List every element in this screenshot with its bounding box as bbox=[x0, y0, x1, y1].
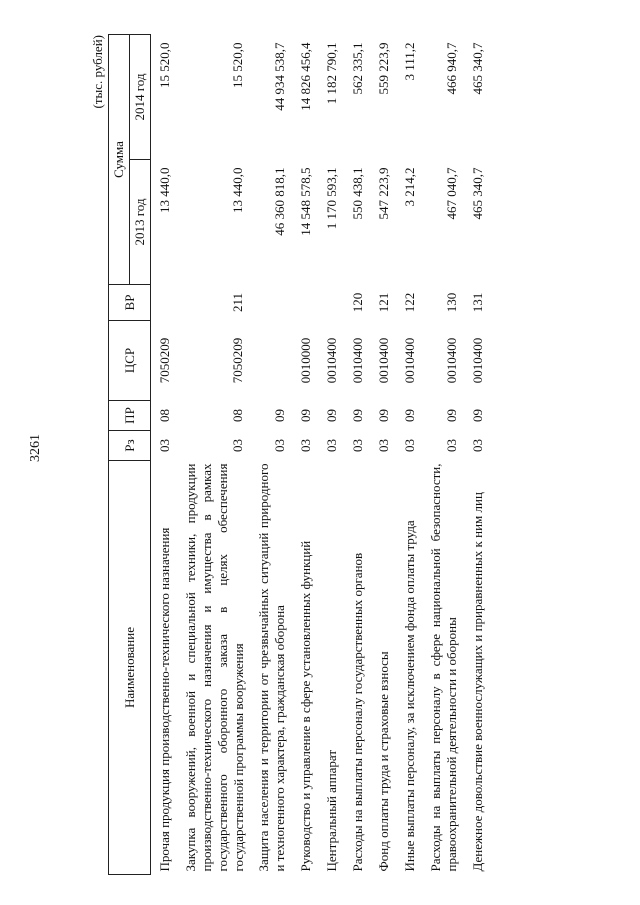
header-pr: ПР bbox=[109, 401, 151, 431]
row-sum-2013: 13 440,0 bbox=[157, 167, 172, 213]
row-pr: 09 bbox=[324, 409, 340, 422]
row-csr: 7050209 bbox=[230, 337, 246, 384]
row-sum-2013: 1 170 593,1 bbox=[324, 167, 340, 230]
row-rz: 03 bbox=[402, 439, 418, 452]
row-vr: 130 bbox=[443, 292, 459, 313]
row-rz: 03 bbox=[376, 439, 392, 452]
units-label: (тыс. рублей) bbox=[90, 35, 105, 109]
row-pr: 08 bbox=[157, 409, 172, 422]
row-sum-2013: 13 440,0 bbox=[230, 167, 246, 213]
row-name: Центральный аппарат bbox=[324, 749, 340, 872]
row-sum-2013: 14 548 578,5 bbox=[298, 167, 314, 236]
table-row bbox=[253, 35, 295, 875]
row-name: Защита населения и территории от чрезвычайных ситуаций природного и техногенного характера, гражданская оборона bbox=[256, 463, 288, 872]
header-vr: ВР bbox=[109, 285, 151, 321]
row-sum-2014: 1 182 790,1 bbox=[324, 42, 340, 105]
row-rz: 03 bbox=[443, 439, 459, 452]
row-sum-2013: 550 438,1 bbox=[350, 167, 366, 220]
row-vr bbox=[295, 285, 321, 321]
table-row bbox=[467, 35, 493, 875]
row-rz: 03 bbox=[230, 439, 246, 452]
table-row bbox=[373, 35, 399, 875]
header-rz: Рз bbox=[109, 431, 151, 461]
row-sum-2014: 559 223,9 bbox=[376, 42, 392, 95]
row-csr: 0010400 bbox=[402, 337, 418, 384]
row-sum-2013: 547 223,9 bbox=[376, 167, 392, 220]
row-vr: 120 bbox=[350, 292, 366, 313]
row-pr: 09 bbox=[272, 409, 288, 422]
row-pr: 09 bbox=[443, 409, 459, 422]
row-rz: 03 bbox=[469, 439, 485, 452]
row-csr: 0010400 bbox=[324, 337, 340, 384]
row-rz: 03 bbox=[272, 439, 288, 452]
row-sum-2014: 15 520,0 bbox=[157, 42, 172, 88]
row-rz: 03 bbox=[324, 439, 340, 452]
row-vr: 121 bbox=[376, 292, 392, 313]
row-name: Денежное довольствие военнослужащих и приравненных к ним лиц bbox=[469, 492, 485, 872]
header-csr: ЦСР bbox=[109, 321, 151, 401]
row-pr: 08 bbox=[230, 409, 246, 422]
header-year-2014: 2014 год bbox=[130, 35, 151, 160]
row-pr: 09 bbox=[350, 409, 366, 422]
row-name: Фонд оплаты труда и страховые взносы bbox=[376, 651, 392, 872]
table-row bbox=[151, 35, 181, 875]
row-pr: 09 bbox=[298, 409, 314, 422]
row-pr: 09 bbox=[376, 409, 392, 422]
row-sum-2014: 466 940,7 bbox=[443, 42, 459, 95]
table-row bbox=[425, 35, 467, 875]
budget-table bbox=[108, 34, 493, 875]
table-row bbox=[180, 35, 253, 875]
table-row bbox=[399, 35, 425, 875]
row-pr: 09 bbox=[402, 409, 418, 422]
row-sum-2014: 44 934 538,7 bbox=[272, 42, 288, 111]
row-sum-2014: 562 335,1 bbox=[350, 42, 366, 95]
row-pr: 09 bbox=[469, 409, 485, 422]
row-csr: 0010400 bbox=[443, 337, 459, 384]
row-csr: 7050209 bbox=[157, 337, 172, 384]
row-rz: 03 bbox=[157, 439, 172, 452]
header-name: Наименование bbox=[109, 461, 151, 875]
table-row bbox=[347, 35, 373, 875]
row-sum-2014: 465 340,7 bbox=[469, 42, 485, 95]
header-sum: Сумма bbox=[109, 35, 130, 285]
row-vr: 131 bbox=[469, 292, 485, 313]
row-rz: 03 bbox=[298, 439, 314, 452]
row-name: Прочая продукция производственно-технического назначения bbox=[157, 527, 172, 872]
row-sum-2014: 15 520,0 bbox=[230, 42, 246, 88]
row-csr: 0010000 bbox=[298, 337, 314, 384]
table-header bbox=[109, 35, 151, 875]
row-sum-2014: 3 111,2 bbox=[402, 42, 418, 81]
row-vr bbox=[321, 285, 347, 321]
rotated-page-content bbox=[90, 35, 570, 875]
header-year-2013: 2013 год bbox=[130, 160, 151, 285]
row-name: Расходы на выплаты персоналу в сфере национальной безопасности, правоохранительной деятельности и обороны bbox=[428, 463, 460, 872]
row-csr: 0010400 bbox=[350, 337, 366, 384]
table-body bbox=[151, 35, 493, 875]
row-sum-2013: 46 360 818,1 bbox=[272, 167, 288, 236]
row-csr: 0010400 bbox=[376, 337, 392, 384]
row-vr bbox=[253, 285, 295, 321]
page-number: 3261 bbox=[28, 434, 43, 462]
row-vr: 211 bbox=[230, 292, 246, 313]
row-csr: 0010400 bbox=[469, 337, 485, 384]
row-vr bbox=[151, 285, 181, 321]
row-name: Закупка вооружений, военной и специальной техники, продукции производственно-технического назначения и имущества в рамках государственного оборонного заказа в целях обеспечения государственной программы вооружения bbox=[183, 463, 246, 872]
row-sum-2013: 465 340,7 bbox=[469, 167, 485, 220]
table-row bbox=[321, 35, 347, 875]
row-sum-2014: 14 826 456,4 bbox=[298, 42, 314, 111]
row-name: Расходы на выплаты персоналу государственных органов bbox=[350, 552, 366, 872]
row-rz: 03 bbox=[350, 439, 366, 452]
table-row bbox=[295, 35, 321, 875]
row-sum-2013: 3 214,2 bbox=[402, 167, 418, 207]
row-sum-2013: 467 040,7 bbox=[443, 167, 459, 220]
row-csr bbox=[253, 321, 295, 401]
row-name: Иные выплаты персоналу, за исключением фонда оплаты труда bbox=[402, 520, 418, 872]
row-vr: 122 bbox=[402, 292, 418, 313]
row-name: Руководство и управление в сфере установленных функций bbox=[298, 540, 314, 872]
